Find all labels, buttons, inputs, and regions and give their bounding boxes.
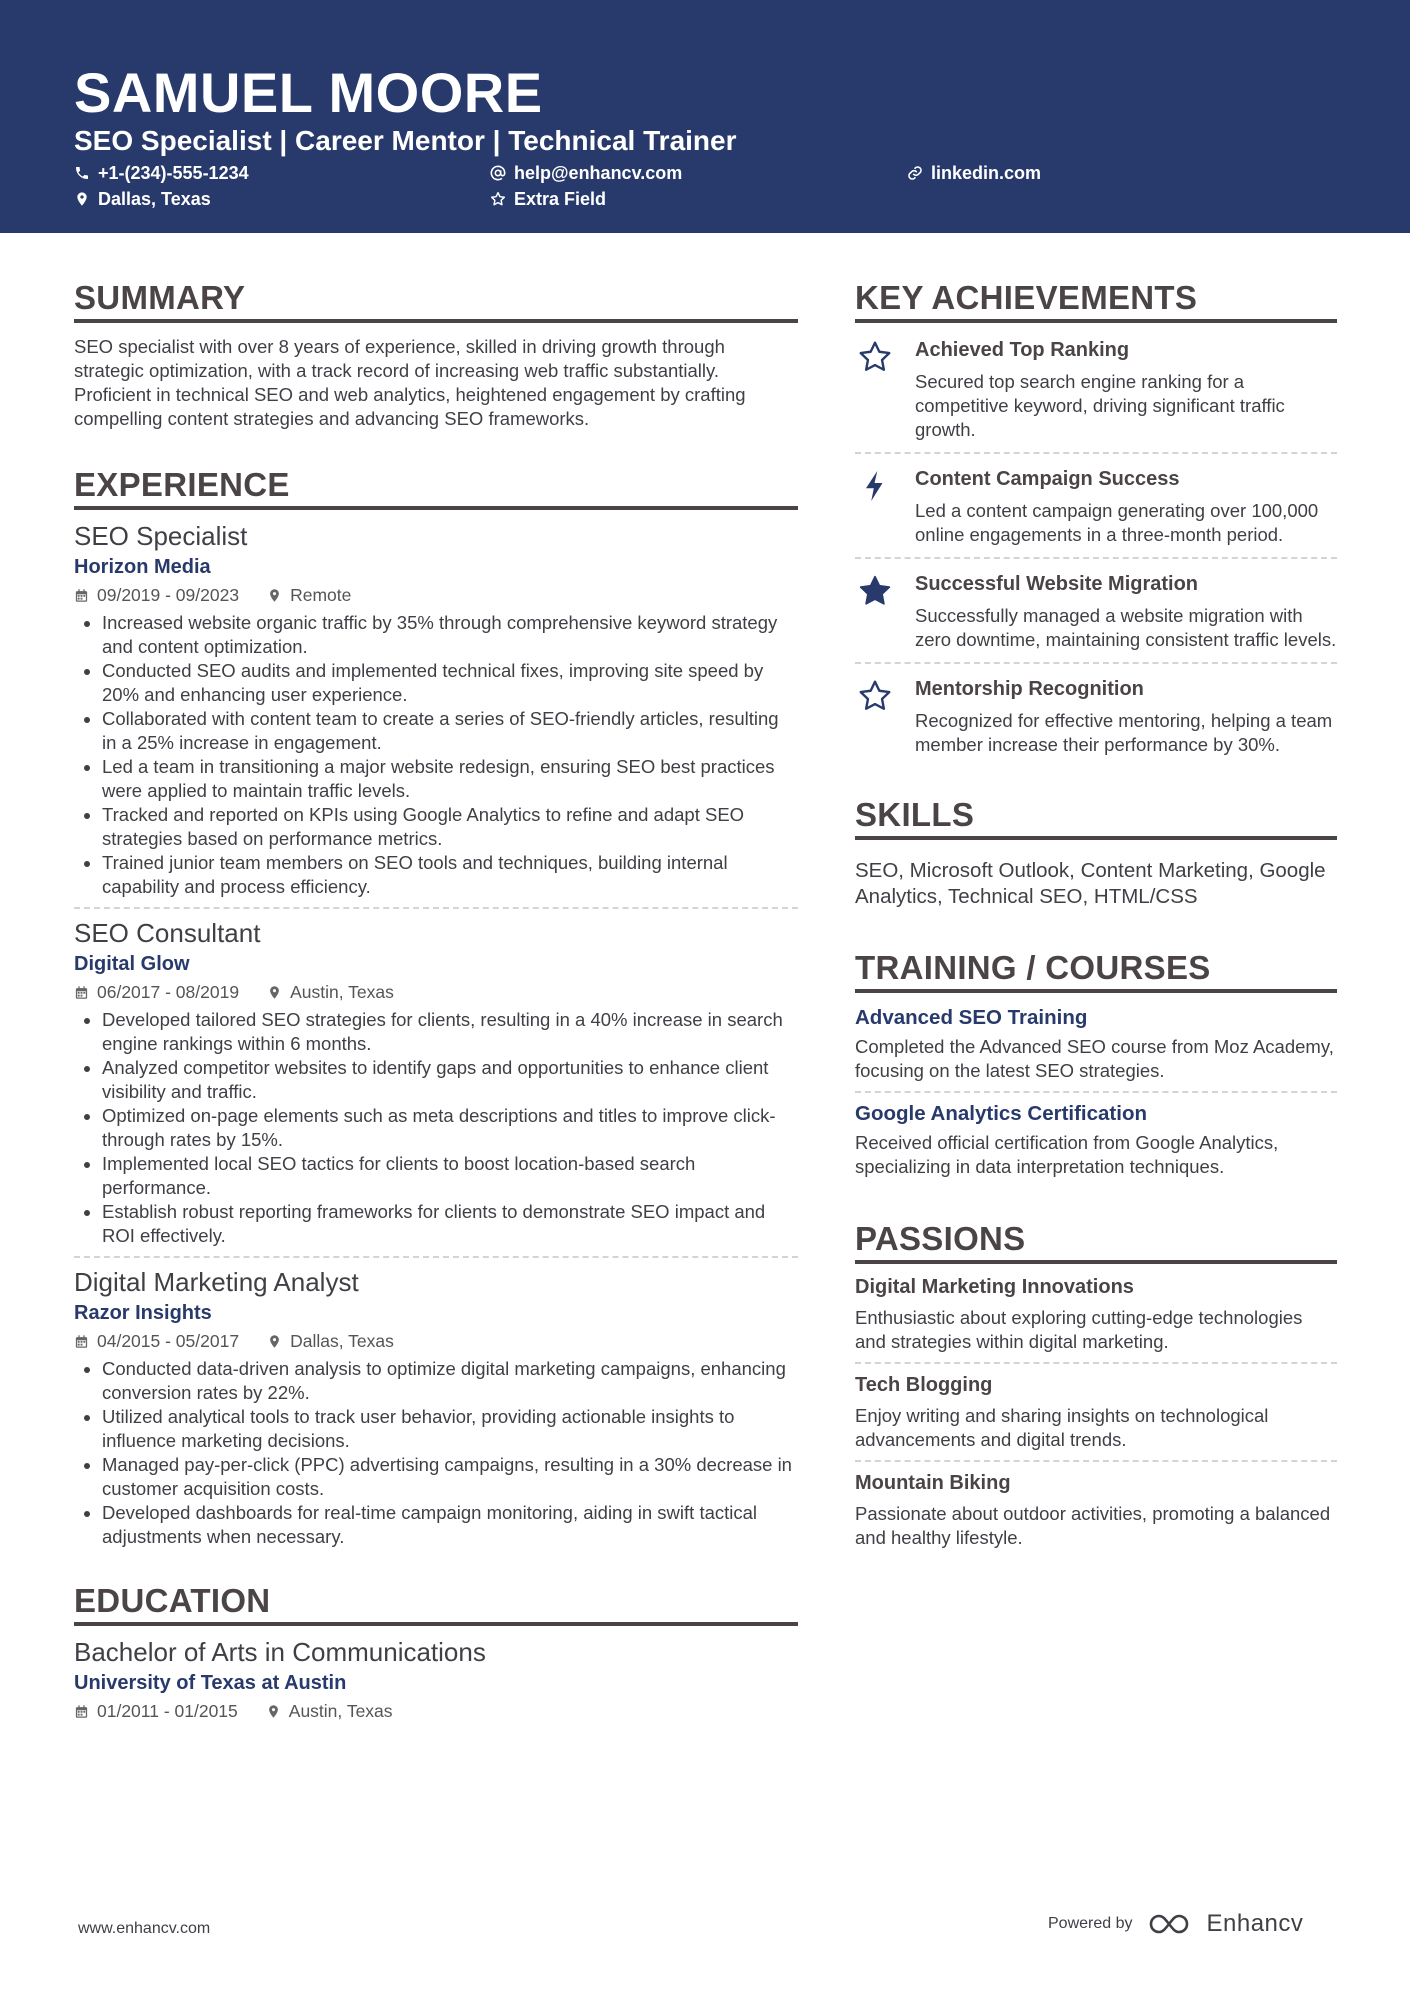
job-dates: 04/2015 - 05/2017 <box>97 1331 240 1351</box>
achievements-heading: KEY ACHIEVEMENTS <box>855 278 1337 323</box>
achievement-title: Successful Website Migration <box>915 573 1199 595</box>
job-bullet: • Conducted data-driven analysis to optimize digital marketing campaigns, enhancing conversion rates by 22%. <box>102 1357 798 1405</box>
link-icon <box>907 165 923 181</box>
achievement-item <box>855 559 1337 662</box>
passion-item <box>855 1372 1337 1452</box>
job-location: Austin, Texas <box>290 982 394 1002</box>
job-title: SEO Consultant <box>74 918 261 948</box>
job-bullet: • Trained junior team members on SEO tools and techniques, building internal capability and process efficiency. <box>102 851 798 899</box>
calendar-icon <box>74 985 89 1000</box>
star-filled-icon <box>857 573 893 609</box>
powered-by-label: Powered by <box>1048 1915 1133 1932</box>
location-pin-icon <box>74 191 90 207</box>
skills-text: SEO, Microsoft Outlook, Content Marketing, Google Analytics, Technical SEO, HTML/CSS <box>855 859 1326 908</box>
right-column <box>855 278 1337 1550</box>
phone-icon <box>74 165 90 181</box>
star-outline-icon <box>490 191 506 207</box>
location-pin-icon <box>266 1704 281 1719</box>
job-meta <box>74 583 798 607</box>
job-bullet: • Tracked and reported on KPIs using Google Analytics to refine and adapt SEO strategies based on performance metrics. <box>102 803 798 851</box>
degree: Bachelor of Arts in Communications <box>74 1637 486 1667</box>
passion-title: Tech Blogging <box>855 1374 993 1396</box>
job-bullet: • Utilized analytical tools to track user behavior, providing actionable insights to influence marketing decisions. <box>102 1405 798 1453</box>
job-bullet: • Conducted SEO audits and implemented technical fixes, improving site speed by 20% and enhancing user experience. <box>102 659 798 707</box>
job-bullet: • Implemented local SEO tactics for clients to boost location-based search performance. <box>102 1152 798 1200</box>
brand-name[interactable]: Enhancv <box>1206 1910 1304 1937</box>
left-column <box>74 278 798 1723</box>
divider <box>855 1460 1337 1462</box>
course-title: Advanced SEO Training <box>855 1006 1088 1029</box>
divider <box>855 1362 1337 1364</box>
contact-linkedin[interactable] <box>907 161 1041 185</box>
location-text: Dallas, Texas <box>98 189 211 209</box>
achievement-title: Content Campaign Success <box>915 468 1180 490</box>
skills-heading: SKILLS <box>855 795 1337 840</box>
achievement-desc: Secured top search engine ranking for a competitive keyword, driving significant traffic growth. <box>915 371 1285 440</box>
header-banner <box>0 0 1410 233</box>
achievement-title: Achieved Top Ranking <box>915 339 1130 361</box>
divider <box>855 1091 1337 1093</box>
job-bullets <box>74 1357 798 1549</box>
calendar-icon <box>74 588 89 603</box>
location-pin-icon <box>267 985 282 1000</box>
job-meta <box>74 980 798 1004</box>
job-company: Razor Insights <box>74 1302 212 1324</box>
achievement-item <box>855 323 1337 452</box>
calendar-icon <box>74 1704 89 1719</box>
job-bullets <box>74 1008 798 1248</box>
job-bullet: • Developed dashboards for real-time campaign monitoring, aiding in swift tactical adjustments when necessary. <box>102 1501 798 1549</box>
passion-item <box>855 1470 1337 1550</box>
job-dates: 09/2019 - 09/2023 <box>97 585 240 605</box>
summary-heading: SUMMARY <box>74 278 798 323</box>
summary-section <box>74 278 798 431</box>
course-item <box>855 1101 1337 1179</box>
lightning-bolt-icon <box>857 468 893 504</box>
job-bullets <box>74 611 798 899</box>
passion-title: Mountain Biking <box>855 1472 1011 1494</box>
achievements-section <box>855 278 1337 767</box>
school: University of Texas at Austin <box>74 1672 347 1694</box>
contact-phone[interactable] <box>74 161 249 185</box>
job-company: Digital Glow <box>74 953 190 975</box>
job-entry <box>74 520 798 899</box>
footer-website[interactable]: www.enhancv.com <box>78 1920 211 1937</box>
star-outline-icon <box>857 678 893 714</box>
footer-branding <box>1048 1910 1303 1938</box>
achievement-title: Mentorship Recognition <box>915 678 1144 700</box>
email-text: help@enhancv.com <box>514 163 683 183</box>
education-dates: 01/2011 - 01/2015 <box>97 1701 238 1721</box>
star-outline-icon <box>857 339 893 375</box>
job-company: Horizon Media <box>74 556 211 578</box>
job-meta <box>74 1329 798 1353</box>
job-dates: 06/2017 - 08/2019 <box>97 982 240 1002</box>
job-entry <box>74 1266 798 1549</box>
job-location: Remote <box>290 585 352 605</box>
education-meta <box>74 1699 798 1723</box>
achievement-item <box>855 454 1337 557</box>
course-desc: Completed the Advanced SEO course from Moz Academy, focusing on the latest SEO strategies. <box>855 1036 1334 1081</box>
achievement-desc: Recognized for effective mentoring, helping a team member increase their performance by 30%. <box>915 710 1333 755</box>
location-pin-icon <box>267 1334 282 1349</box>
experience-section <box>74 465 798 1549</box>
passion-desc: Passionate about outdoor activities, promoting a balanced and healthy lifestyle. <box>855 1503 1331 1548</box>
candidate-title: SEO Specialist | Career Mentor | Technical Trainer <box>74 125 737 156</box>
education-heading: EDUCATION <box>74 1581 798 1626</box>
achievement-item <box>855 664 1337 767</box>
linkedin-text: linkedin.com <box>931 163 1042 183</box>
job-bullet: • Analyzed competitor websites to identify gaps and opportunities to enhance client visibility and traffic. <box>102 1056 798 1104</box>
job-bullet: • Developed tailored SEO strategies for clients, resulting in a 40% increase in search engine rankings within 6 months. <box>102 1008 798 1056</box>
location-pin-icon <box>267 588 282 603</box>
skills-section <box>855 795 1337 910</box>
job-bullet: • Establish robust reporting frameworks for clients to demonstrate SEO impact and ROI effectively. <box>102 1200 798 1248</box>
job-location: Dallas, Texas <box>290 1331 394 1351</box>
job-bullet: • Optimized on-page elements such as meta descriptions and titles to improve click-through rates by 15%. <box>102 1104 798 1152</box>
experience-heading: EXPERIENCE <box>74 465 798 510</box>
education-location: Austin, Texas <box>288 1701 393 1721</box>
job-title: Digital Marketing Analyst <box>74 1267 359 1297</box>
divider <box>74 907 798 909</box>
job-bullet: • Increased website organic traffic by 35% through comprehensive keyword strategy and content optimization. <box>102 611 798 659</box>
course-item <box>855 1005 1337 1083</box>
training-section <box>855 948 1337 1179</box>
at-sign-icon <box>490 165 506 181</box>
training-heading: TRAINING / COURSES <box>855 948 1337 993</box>
enhancv-logo-icon <box>1147 1912 1193 1936</box>
contact-extra <box>490 187 606 211</box>
education-section <box>74 1581 798 1723</box>
extra-text: Extra Field <box>514 189 607 209</box>
phone-text: +1-(234)-555-1234 <box>98 163 249 183</box>
passion-item <box>855 1274 1337 1354</box>
job-title: SEO Specialist <box>74 521 248 551</box>
job-bullet: • Collaborated with content team to create a series of SEO-friendly articles, resulting in a 25% increase in engagement. <box>102 707 798 755</box>
passion-title: Digital Marketing Innovations <box>855 1276 1134 1298</box>
course-desc: Received official certification from Google Analytics, specializing in data interpretation techniques. <box>855 1132 1279 1177</box>
divider <box>74 1256 798 1258</box>
course-title: Google Analytics Certification <box>855 1102 1147 1125</box>
job-bullet: • Managed pay-per-click (PPC) advertising campaigns, resulting in a 30% decrease in customer acquisition costs. <box>102 1453 798 1501</box>
candidate-name: SAMUEL MOORE <box>74 61 543 124</box>
passion-desc: Enthusiastic about exploring cutting-edge technologies and strategies within digital marketing. <box>855 1307 1303 1352</box>
job-entry <box>74 917 798 1248</box>
passion-desc: Enjoy writing and sharing insights on technological advancements and digital trends. <box>855 1405 1269 1450</box>
calendar-icon <box>74 1334 89 1349</box>
passions-heading: PASSIONS <box>855 1219 1337 1264</box>
contact-location <box>74 187 211 211</box>
achievement-desc: Successfully managed a website migration with zero downtime, maintaining consistent traffic levels. <box>915 605 1337 650</box>
passions-section <box>855 1219 1337 1550</box>
achievement-desc: Led a content campaign generating over 100,000 online engagements in a three-month period. <box>915 500 1319 545</box>
summary-text: SEO specialist with over 8 years of experience, skilled in driving growth through strategic optimization, with a track record of increasing web traffic substantially. Proficient in technical SEO and web analytics, heightened engagement by crafting compelling content strategies and advancing SEO frameworks. <box>74 336 746 429</box>
job-bullet: • Led a team in transitioning a major website redesign, ensuring SEO best practices were applied to maintain traffic levels. <box>102 755 798 803</box>
education-entry <box>74 1636 798 1723</box>
contact-email[interactable] <box>490 161 682 185</box>
